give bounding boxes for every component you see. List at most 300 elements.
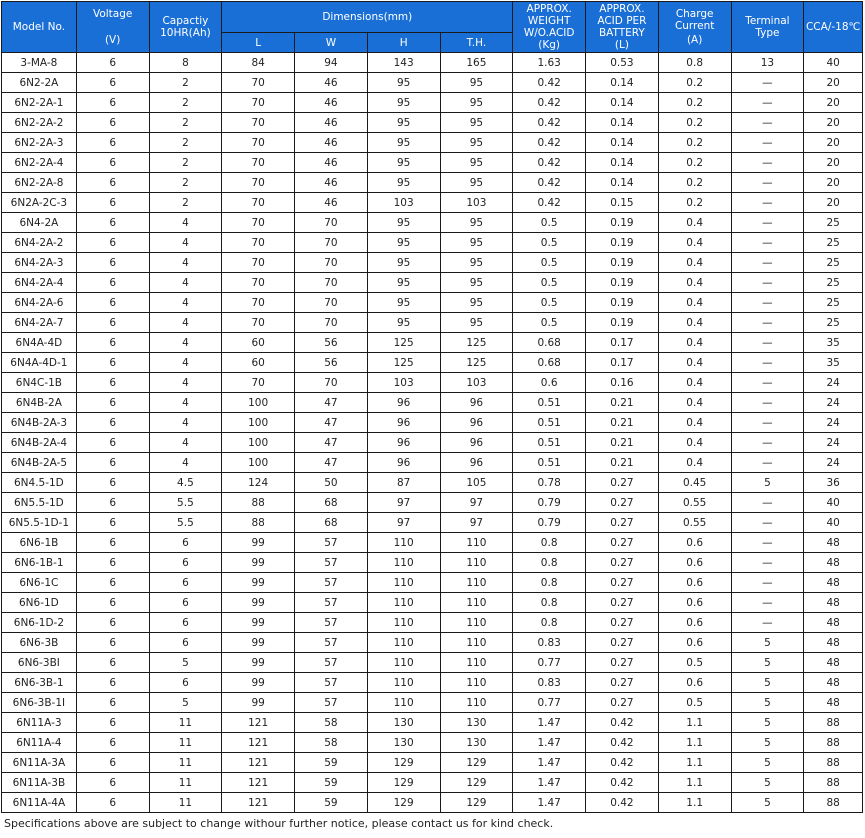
cell-voltage: 6 xyxy=(76,693,149,713)
cell-length: 99 xyxy=(222,653,295,673)
table-row xyxy=(2,433,863,453)
cell-width: 59 xyxy=(295,773,368,793)
cell-charge-current: 0.4 xyxy=(658,393,731,413)
cell-cca: 24 xyxy=(804,373,863,393)
cell-acid: 0.27 xyxy=(586,533,659,553)
cell-charge-current: 0.4 xyxy=(658,313,731,333)
cell-charge-current: 0.6 xyxy=(658,633,731,653)
cell-terminal-type: 5 xyxy=(731,473,804,493)
table-row xyxy=(2,753,863,773)
cell-acid: 0.42 xyxy=(586,713,659,733)
cell-weight: 0.5 xyxy=(513,293,586,313)
cell-charge-current: 0.4 xyxy=(658,233,731,253)
cell-terminal-type: — xyxy=(731,233,804,253)
cell-width: 57 xyxy=(295,613,368,633)
header-dim-w: W xyxy=(295,33,368,53)
table-row xyxy=(2,173,863,193)
cell-cca: 48 xyxy=(804,573,863,593)
cell-charge-current: 0.45 xyxy=(658,473,731,493)
cell-weight: 0.68 xyxy=(513,333,586,353)
cell-terminal-type: — xyxy=(731,593,804,613)
table-row xyxy=(2,693,863,713)
cell-capacity: 11 xyxy=(149,713,222,733)
cell-capacity: 2 xyxy=(149,113,222,133)
cell-capacity: 4 xyxy=(149,373,222,393)
cell-acid: 0.27 xyxy=(586,553,659,573)
cell-height: 129 xyxy=(367,793,440,813)
cell-model: 6N2-2A-4 xyxy=(2,153,77,173)
header-dim-l: L xyxy=(222,33,295,53)
cell-acid: 0.14 xyxy=(586,93,659,113)
cell-width: 46 xyxy=(295,113,368,133)
cell-voltage: 6 xyxy=(76,273,149,293)
cell-capacity: 4 xyxy=(149,353,222,373)
cell-cca: 24 xyxy=(804,433,863,453)
cell-weight: 0.42 xyxy=(513,73,586,93)
cell-width: 59 xyxy=(295,753,368,773)
header-dim-h: H xyxy=(367,33,440,53)
table-row xyxy=(2,313,863,333)
cell-cca: 20 xyxy=(804,73,863,93)
cell-acid: 0.27 xyxy=(586,633,659,653)
cell-terminal-type: — xyxy=(731,253,804,273)
cell-terminal-type: — xyxy=(731,553,804,573)
cell-model: 6N11A-3A xyxy=(2,753,77,773)
cell-height: 95 xyxy=(367,293,440,313)
cell-terminal-type: 5 xyxy=(731,793,804,813)
cell-length: 70 xyxy=(222,73,295,93)
cell-height: 143 xyxy=(367,53,440,73)
cell-width: 47 xyxy=(295,453,368,473)
cell-height: 96 xyxy=(367,393,440,413)
cell-model: 6N6-3B xyxy=(2,633,77,653)
cell-height: 95 xyxy=(367,213,440,233)
cell-voltage: 6 xyxy=(76,493,149,513)
cell-total-height: 95 xyxy=(440,233,513,253)
cell-charge-current: 0.5 xyxy=(658,693,731,713)
cell-model: 6N6-3BⅠ xyxy=(2,653,77,673)
cell-height: 125 xyxy=(367,333,440,353)
header-dimensions: Dimensions(mm) xyxy=(222,2,513,33)
cell-capacity: 5.5 xyxy=(149,513,222,533)
cell-model: 6N4B-2A-4 xyxy=(2,433,77,453)
table-row xyxy=(2,673,863,693)
table-row xyxy=(2,653,863,673)
cell-capacity: 6 xyxy=(149,633,222,653)
cell-width: 70 xyxy=(295,293,368,313)
cell-charge-current: 0.4 xyxy=(658,273,731,293)
cell-voltage: 6 xyxy=(76,293,149,313)
cell-length: 99 xyxy=(222,633,295,653)
cell-model: 6N4C-1B xyxy=(2,373,77,393)
table-row xyxy=(2,513,863,533)
table-row xyxy=(2,253,863,273)
cell-length: 70 xyxy=(222,373,295,393)
cell-model: 6N4B-2A xyxy=(2,393,77,413)
cell-charge-current: 0.55 xyxy=(658,493,731,513)
cell-width: 70 xyxy=(295,253,368,273)
cell-model: 6N4B-2A-3 xyxy=(2,413,77,433)
table-row xyxy=(2,533,863,553)
cell-charge-current: 0.6 xyxy=(658,573,731,593)
cell-weight: 0.5 xyxy=(513,313,586,333)
battery-spec-table xyxy=(1,1,863,813)
cell-length: 121 xyxy=(222,793,295,813)
header-terminal-type: Terminal Type xyxy=(731,2,804,53)
cell-capacity: 6 xyxy=(149,573,222,593)
cell-terminal-type: 5 xyxy=(731,633,804,653)
cell-weight: 0.51 xyxy=(513,453,586,473)
cell-acid: 0.14 xyxy=(586,73,659,93)
cell-total-height: 103 xyxy=(440,193,513,213)
cell-voltage: 6 xyxy=(76,113,149,133)
cell-capacity: 4 xyxy=(149,233,222,253)
cell-height: 110 xyxy=(367,633,440,653)
table-row xyxy=(2,413,863,433)
cell-length: 70 xyxy=(222,213,295,233)
cell-model: 6N4-2A-6 xyxy=(2,293,77,313)
cell-weight: 0.5 xyxy=(513,253,586,273)
header-model: Model No. xyxy=(2,2,77,53)
cell-cca: 35 xyxy=(804,333,863,353)
cell-capacity: 11 xyxy=(149,733,222,753)
cell-voltage: 6 xyxy=(76,333,149,353)
cell-model: 6N6-1C xyxy=(2,573,77,593)
cell-length: 70 xyxy=(222,133,295,153)
cell-model: 6N11A-4 xyxy=(2,733,77,753)
cell-terminal-type: — xyxy=(731,493,804,513)
cell-weight: 0.5 xyxy=(513,233,586,253)
cell-acid: 0.21 xyxy=(586,433,659,453)
cell-capacity: 11 xyxy=(149,793,222,813)
cell-total-height: 97 xyxy=(440,493,513,513)
cell-weight: 0.68 xyxy=(513,353,586,373)
cell-length: 99 xyxy=(222,593,295,613)
cell-model: 6N11A-3B xyxy=(2,773,77,793)
cell-weight: 1.63 xyxy=(513,53,586,73)
cell-height: 97 xyxy=(367,513,440,533)
cell-cca: 48 xyxy=(804,633,863,653)
table-row xyxy=(2,633,863,653)
cell-acid: 0.14 xyxy=(586,153,659,173)
cell-charge-current: 0.4 xyxy=(658,453,731,473)
cell-charge-current: 0.4 xyxy=(658,253,731,273)
cell-length: 70 xyxy=(222,253,295,273)
cell-total-height: 95 xyxy=(440,313,513,333)
cell-model: 6N4-2A-3 xyxy=(2,253,77,273)
cell-terminal-type: — xyxy=(731,73,804,93)
cell-terminal-type: — xyxy=(731,93,804,113)
cell-weight: 0.8 xyxy=(513,593,586,613)
cell-acid: 0.27 xyxy=(586,493,659,513)
cell-width: 57 xyxy=(295,593,368,613)
cell-weight: 0.42 xyxy=(513,153,586,173)
cell-voltage: 6 xyxy=(76,393,149,413)
cell-terminal-type: — xyxy=(731,353,804,373)
cell-voltage: 6 xyxy=(76,313,149,333)
cell-acid: 0.14 xyxy=(586,113,659,133)
cell-voltage: 6 xyxy=(76,53,149,73)
cell-total-height: 110 xyxy=(440,553,513,573)
cell-charge-current: 0.4 xyxy=(658,333,731,353)
cell-capacity: 5 xyxy=(149,693,222,713)
cell-voltage: 6 xyxy=(76,733,149,753)
cell-charge-current: 0.6 xyxy=(658,613,731,633)
cell-terminal-type: — xyxy=(731,433,804,453)
cell-capacity: 4 xyxy=(149,273,222,293)
cell-cca: 20 xyxy=(804,153,863,173)
cell-terminal-type: 13 xyxy=(731,53,804,73)
cell-cca: 25 xyxy=(804,313,863,333)
cell-voltage: 6 xyxy=(76,473,149,493)
cell-cca: 48 xyxy=(804,613,863,633)
cell-cca: 88 xyxy=(804,773,863,793)
cell-height: 96 xyxy=(367,453,440,473)
cell-width: 57 xyxy=(295,653,368,673)
cell-cca: 40 xyxy=(804,493,863,513)
cell-acid: 0.42 xyxy=(586,733,659,753)
cell-total-height: 110 xyxy=(440,613,513,633)
cell-capacity: 4.5 xyxy=(149,473,222,493)
cell-width: 94 xyxy=(295,53,368,73)
cell-charge-current: 0.4 xyxy=(658,213,731,233)
cell-charge-current: 0.6 xyxy=(658,673,731,693)
cell-terminal-type: — xyxy=(731,413,804,433)
cell-voltage: 6 xyxy=(76,593,149,613)
cell-length: 99 xyxy=(222,613,295,633)
cell-voltage: 6 xyxy=(76,613,149,633)
cell-charge-current: 1.1 xyxy=(658,713,731,733)
cell-length: 100 xyxy=(222,453,295,473)
cell-width: 47 xyxy=(295,433,368,453)
cell-height: 95 xyxy=(367,113,440,133)
cell-acid: 0.19 xyxy=(586,253,659,273)
cell-voltage: 6 xyxy=(76,253,149,273)
cell-weight: 1.47 xyxy=(513,773,586,793)
cell-acid: 0.21 xyxy=(586,393,659,413)
cell-capacity: 4 xyxy=(149,393,222,413)
cell-length: 60 xyxy=(222,333,295,353)
cell-width: 57 xyxy=(295,633,368,653)
cell-capacity: 4 xyxy=(149,213,222,233)
cell-model: 6N6-1D-2 xyxy=(2,613,77,633)
cell-cca: 88 xyxy=(804,753,863,773)
cell-total-height: 110 xyxy=(440,533,513,553)
cell-total-height: 105 xyxy=(440,473,513,493)
cell-acid: 0.27 xyxy=(586,593,659,613)
cell-height: 129 xyxy=(367,753,440,773)
cell-cca: 48 xyxy=(804,593,863,613)
cell-height: 130 xyxy=(367,713,440,733)
cell-voltage: 6 xyxy=(76,453,149,473)
cell-cca: 20 xyxy=(804,133,863,153)
cell-width: 57 xyxy=(295,693,368,713)
cell-weight: 0.79 xyxy=(513,513,586,533)
cell-acid: 0.27 xyxy=(586,693,659,713)
table-row xyxy=(2,793,863,813)
cell-acid: 0.19 xyxy=(586,313,659,333)
cell-total-height: 110 xyxy=(440,593,513,613)
table-row xyxy=(2,373,863,393)
cell-capacity: 2 xyxy=(149,193,222,213)
cell-total-height: 110 xyxy=(440,573,513,593)
cell-weight: 0.51 xyxy=(513,413,586,433)
cell-cca: 36 xyxy=(804,473,863,493)
cell-acid: 0.19 xyxy=(586,233,659,253)
cell-cca: 48 xyxy=(804,673,863,693)
cell-total-height: 95 xyxy=(440,73,513,93)
cell-acid: 0.42 xyxy=(586,773,659,793)
header-capacity: Capactiy 10HR(Ah) xyxy=(149,2,222,53)
cell-total-height: 95 xyxy=(440,173,513,193)
cell-width: 59 xyxy=(295,793,368,813)
cell-model: 6N4A-4D-1 xyxy=(2,353,77,373)
cell-cca: 20 xyxy=(804,173,863,193)
cell-charge-current: 0.2 xyxy=(658,93,731,113)
cell-weight: 1.47 xyxy=(513,733,586,753)
cell-weight: 0.5 xyxy=(513,213,586,233)
cell-height: 95 xyxy=(367,253,440,273)
cell-cca: 88 xyxy=(804,733,863,753)
cell-length: 121 xyxy=(222,773,295,793)
cell-cca: 48 xyxy=(804,693,863,713)
cell-model: 6N2-2A-8 xyxy=(2,173,77,193)
cell-acid: 0.15 xyxy=(586,193,659,213)
cell-length: 84 xyxy=(222,53,295,73)
cell-model: 6N11A-4A xyxy=(2,793,77,813)
cell-length: 100 xyxy=(222,393,295,413)
table-row xyxy=(2,293,863,313)
cell-acid: 0.27 xyxy=(586,673,659,693)
cell-voltage: 6 xyxy=(76,773,149,793)
cell-total-height: 97 xyxy=(440,513,513,533)
cell-capacity: 2 xyxy=(149,73,222,93)
cell-total-height: 165 xyxy=(440,53,513,73)
cell-capacity: 4 xyxy=(149,293,222,313)
cell-length: 99 xyxy=(222,533,295,553)
cell-terminal-type: — xyxy=(731,393,804,413)
cell-charge-current: 0.5 xyxy=(658,653,731,673)
header-weight: APPROX. WEIGHT W/O.ACID (Kg) xyxy=(513,2,586,53)
cell-charge-current: 0.4 xyxy=(658,373,731,393)
table-row xyxy=(2,713,863,733)
cell-total-height: 96 xyxy=(440,453,513,473)
cell-height: 110 xyxy=(367,653,440,673)
cell-width: 70 xyxy=(295,313,368,333)
cell-length: 70 xyxy=(222,113,295,133)
cell-height: 110 xyxy=(367,553,440,573)
cell-model: 6N6-3B-1Ⅰ xyxy=(2,693,77,713)
cell-terminal-type: 5 xyxy=(731,693,804,713)
cell-weight: 0.8 xyxy=(513,553,586,573)
cell-capacity: 6 xyxy=(149,553,222,573)
header-dim-th: T.H. xyxy=(440,33,513,53)
cell-total-height: 110 xyxy=(440,633,513,653)
cell-length: 99 xyxy=(222,693,295,713)
cell-cca: 40 xyxy=(804,513,863,533)
cell-height: 110 xyxy=(367,573,440,593)
cell-voltage: 6 xyxy=(76,533,149,553)
cell-weight: 0.42 xyxy=(513,193,586,213)
cell-height: 125 xyxy=(367,353,440,373)
cell-capacity: 11 xyxy=(149,773,222,793)
cell-terminal-type: 5 xyxy=(731,673,804,693)
cell-voltage: 6 xyxy=(76,133,149,153)
cell-cca: 25 xyxy=(804,253,863,273)
cell-length: 70 xyxy=(222,173,295,193)
cell-width: 70 xyxy=(295,373,368,393)
cell-width: 46 xyxy=(295,73,368,93)
cell-acid: 0.14 xyxy=(586,173,659,193)
cell-weight: 0.42 xyxy=(513,133,586,153)
cell-acid: 0.21 xyxy=(586,453,659,473)
table-row xyxy=(2,493,863,513)
cell-length: 70 xyxy=(222,273,295,293)
cell-weight: 0.51 xyxy=(513,433,586,453)
cell-acid: 0.53 xyxy=(586,53,659,73)
cell-model: 6N11A-3 xyxy=(2,713,77,733)
table-row xyxy=(2,473,863,493)
cell-terminal-type: — xyxy=(731,313,804,333)
cell-height: 110 xyxy=(367,613,440,633)
table-row xyxy=(2,333,863,353)
cell-voltage: 6 xyxy=(76,233,149,253)
cell-weight: 1.47 xyxy=(513,713,586,733)
cell-width: 46 xyxy=(295,133,368,153)
cell-terminal-type: — xyxy=(731,453,804,473)
cell-acid: 0.21 xyxy=(586,413,659,433)
cell-acid: 0.27 xyxy=(586,613,659,633)
cell-height: 97 xyxy=(367,493,440,513)
cell-height: 110 xyxy=(367,673,440,693)
cell-model: 6N4-2A-7 xyxy=(2,313,77,333)
cell-charge-current: 0.2 xyxy=(658,173,731,193)
cell-terminal-type: — xyxy=(731,513,804,533)
cell-model: 6N2-2A xyxy=(2,73,77,93)
cell-total-height: 95 xyxy=(440,153,513,173)
table-row xyxy=(2,353,863,373)
cell-total-height: 110 xyxy=(440,693,513,713)
cell-length: 99 xyxy=(222,673,295,693)
cell-charge-current: 0.4 xyxy=(658,293,731,313)
cell-weight: 0.77 xyxy=(513,653,586,673)
cell-voltage: 6 xyxy=(76,753,149,773)
cell-model: 6N6-3B-1 xyxy=(2,673,77,693)
cell-voltage: 6 xyxy=(76,93,149,113)
table-body xyxy=(2,53,863,813)
cell-length: 88 xyxy=(222,513,295,533)
cell-model: 6N6-1B-1 xyxy=(2,553,77,573)
table-row xyxy=(2,133,863,153)
cell-width: 46 xyxy=(295,193,368,213)
cell-width: 57 xyxy=(295,573,368,593)
cell-weight: 0.51 xyxy=(513,393,586,413)
cell-terminal-type: — xyxy=(731,213,804,233)
cell-width: 56 xyxy=(295,353,368,373)
cell-voltage: 6 xyxy=(76,373,149,393)
cell-height: 110 xyxy=(367,593,440,613)
cell-total-height: 130 xyxy=(440,713,513,733)
cell-charge-current: 1.1 xyxy=(658,773,731,793)
cell-weight: 1.47 xyxy=(513,753,586,773)
cell-charge-current: 0.2 xyxy=(658,113,731,133)
cell-acid: 0.19 xyxy=(586,293,659,313)
cell-capacity: 8 xyxy=(149,53,222,73)
cell-length: 70 xyxy=(222,153,295,173)
cell-voltage: 6 xyxy=(76,153,149,173)
cell-total-height: 95 xyxy=(440,253,513,273)
cell-weight: 0.8 xyxy=(513,613,586,633)
